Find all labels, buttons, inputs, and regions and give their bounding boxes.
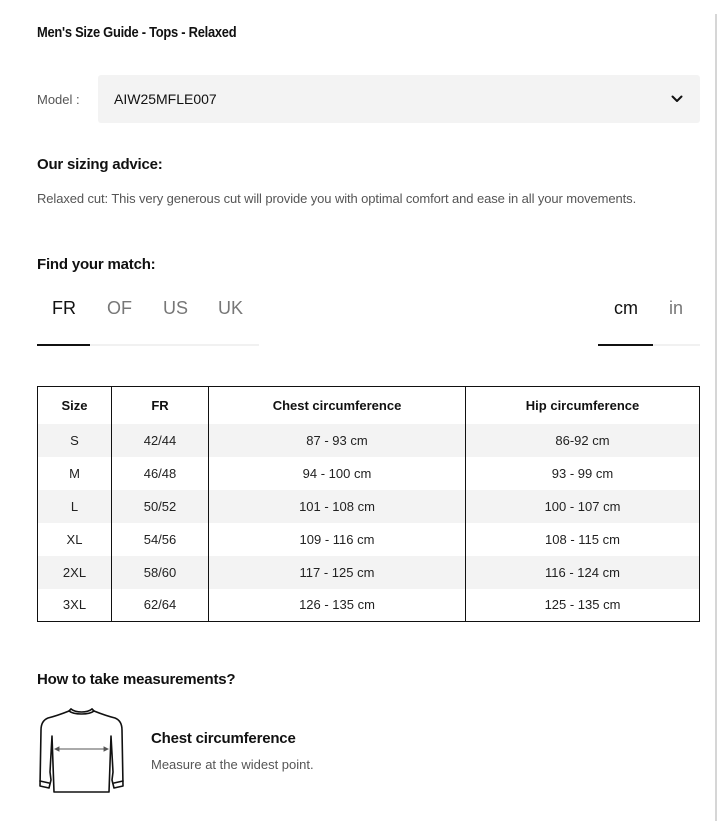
table-header-row xyxy=(38,387,700,424)
tab-of[interactable]: OF xyxy=(107,298,132,318)
cell-hip: 100 - 107 cm xyxy=(466,490,700,523)
model-select-value: AIW25MFLE007 xyxy=(114,91,217,107)
unit-cm[interactable]: cm xyxy=(614,298,638,318)
cell-hip: 116 - 124 cm xyxy=(466,556,700,589)
cell-fr: 62/64 xyxy=(112,589,209,622)
chevron-down-icon[interactable] xyxy=(670,92,684,106)
cell-chest: 117 - 125 cm xyxy=(209,556,466,589)
tab-us[interactable]: US xyxy=(163,298,189,318)
table-row xyxy=(38,523,700,556)
model-row xyxy=(37,75,700,123)
cell-size: M xyxy=(38,457,112,490)
cell-size: 3XL xyxy=(38,589,112,622)
cell-size: XL xyxy=(38,523,112,556)
how-to-measure-heading: How to take measurements? xyxy=(37,671,236,688)
header-chest: Chest circumference xyxy=(209,387,466,424)
sweater-chest-icon xyxy=(36,706,128,794)
cell-size: 2XL xyxy=(38,556,112,589)
find-match-heading: Find your match: xyxy=(37,256,156,273)
cell-chest: 101 - 108 cm xyxy=(209,490,466,523)
size-system-tabs xyxy=(37,290,259,346)
cell-hip: 86-92 cm xyxy=(466,424,700,457)
table-row xyxy=(38,556,700,589)
cell-chest: 126 - 135 cm xyxy=(209,589,466,622)
measurement-title: Chest circumference xyxy=(151,730,296,747)
active-unit-indicator xyxy=(598,344,653,346)
cell-chest: 94 - 100 cm xyxy=(209,457,466,490)
sizing-advice-text: Relaxed cut: This very generous cut will provide you with optimal comfort and ease in all your movements. xyxy=(37,191,637,206)
cell-fr: 50/52 xyxy=(112,490,209,523)
cell-hip: 108 - 115 cm xyxy=(466,523,700,556)
cell-hip: 93 - 99 cm xyxy=(466,457,700,490)
active-tab-indicator xyxy=(37,344,90,346)
sizing-advice-heading: Our sizing advice: xyxy=(37,156,163,173)
cell-size: L xyxy=(38,490,112,523)
header-fr: FR xyxy=(112,387,209,424)
cell-fr: 54/56 xyxy=(112,523,209,556)
cell-fr: 42/44 xyxy=(112,424,209,457)
header-hip: Hip circumference xyxy=(466,387,700,424)
size-table xyxy=(37,386,700,622)
cell-size: S xyxy=(38,424,112,457)
cell-hip: 125 - 135 cm xyxy=(466,589,700,622)
table-row xyxy=(38,490,700,523)
table-row xyxy=(38,589,700,622)
page-title: Men's Size Guide - Tops - Relaxed xyxy=(37,24,237,41)
tab-fr[interactable]: FR xyxy=(52,298,76,318)
cell-chest: 87 - 93 cm xyxy=(209,424,466,457)
model-label: Model : xyxy=(37,91,80,107)
unit-tabs xyxy=(598,290,700,346)
table-row xyxy=(38,457,700,490)
table-row xyxy=(38,424,700,457)
tab-uk[interactable]: UK xyxy=(218,298,244,318)
cell-fr: 46/48 xyxy=(112,457,209,490)
cell-chest: 109 - 116 cm xyxy=(209,523,466,556)
unit-in[interactable]: in xyxy=(669,298,684,318)
measurement-description: Measure at the widest point. xyxy=(151,757,314,772)
header-size: Size xyxy=(38,387,112,424)
model-select[interactable] xyxy=(98,75,700,123)
cell-fr: 58/60 xyxy=(112,556,209,589)
